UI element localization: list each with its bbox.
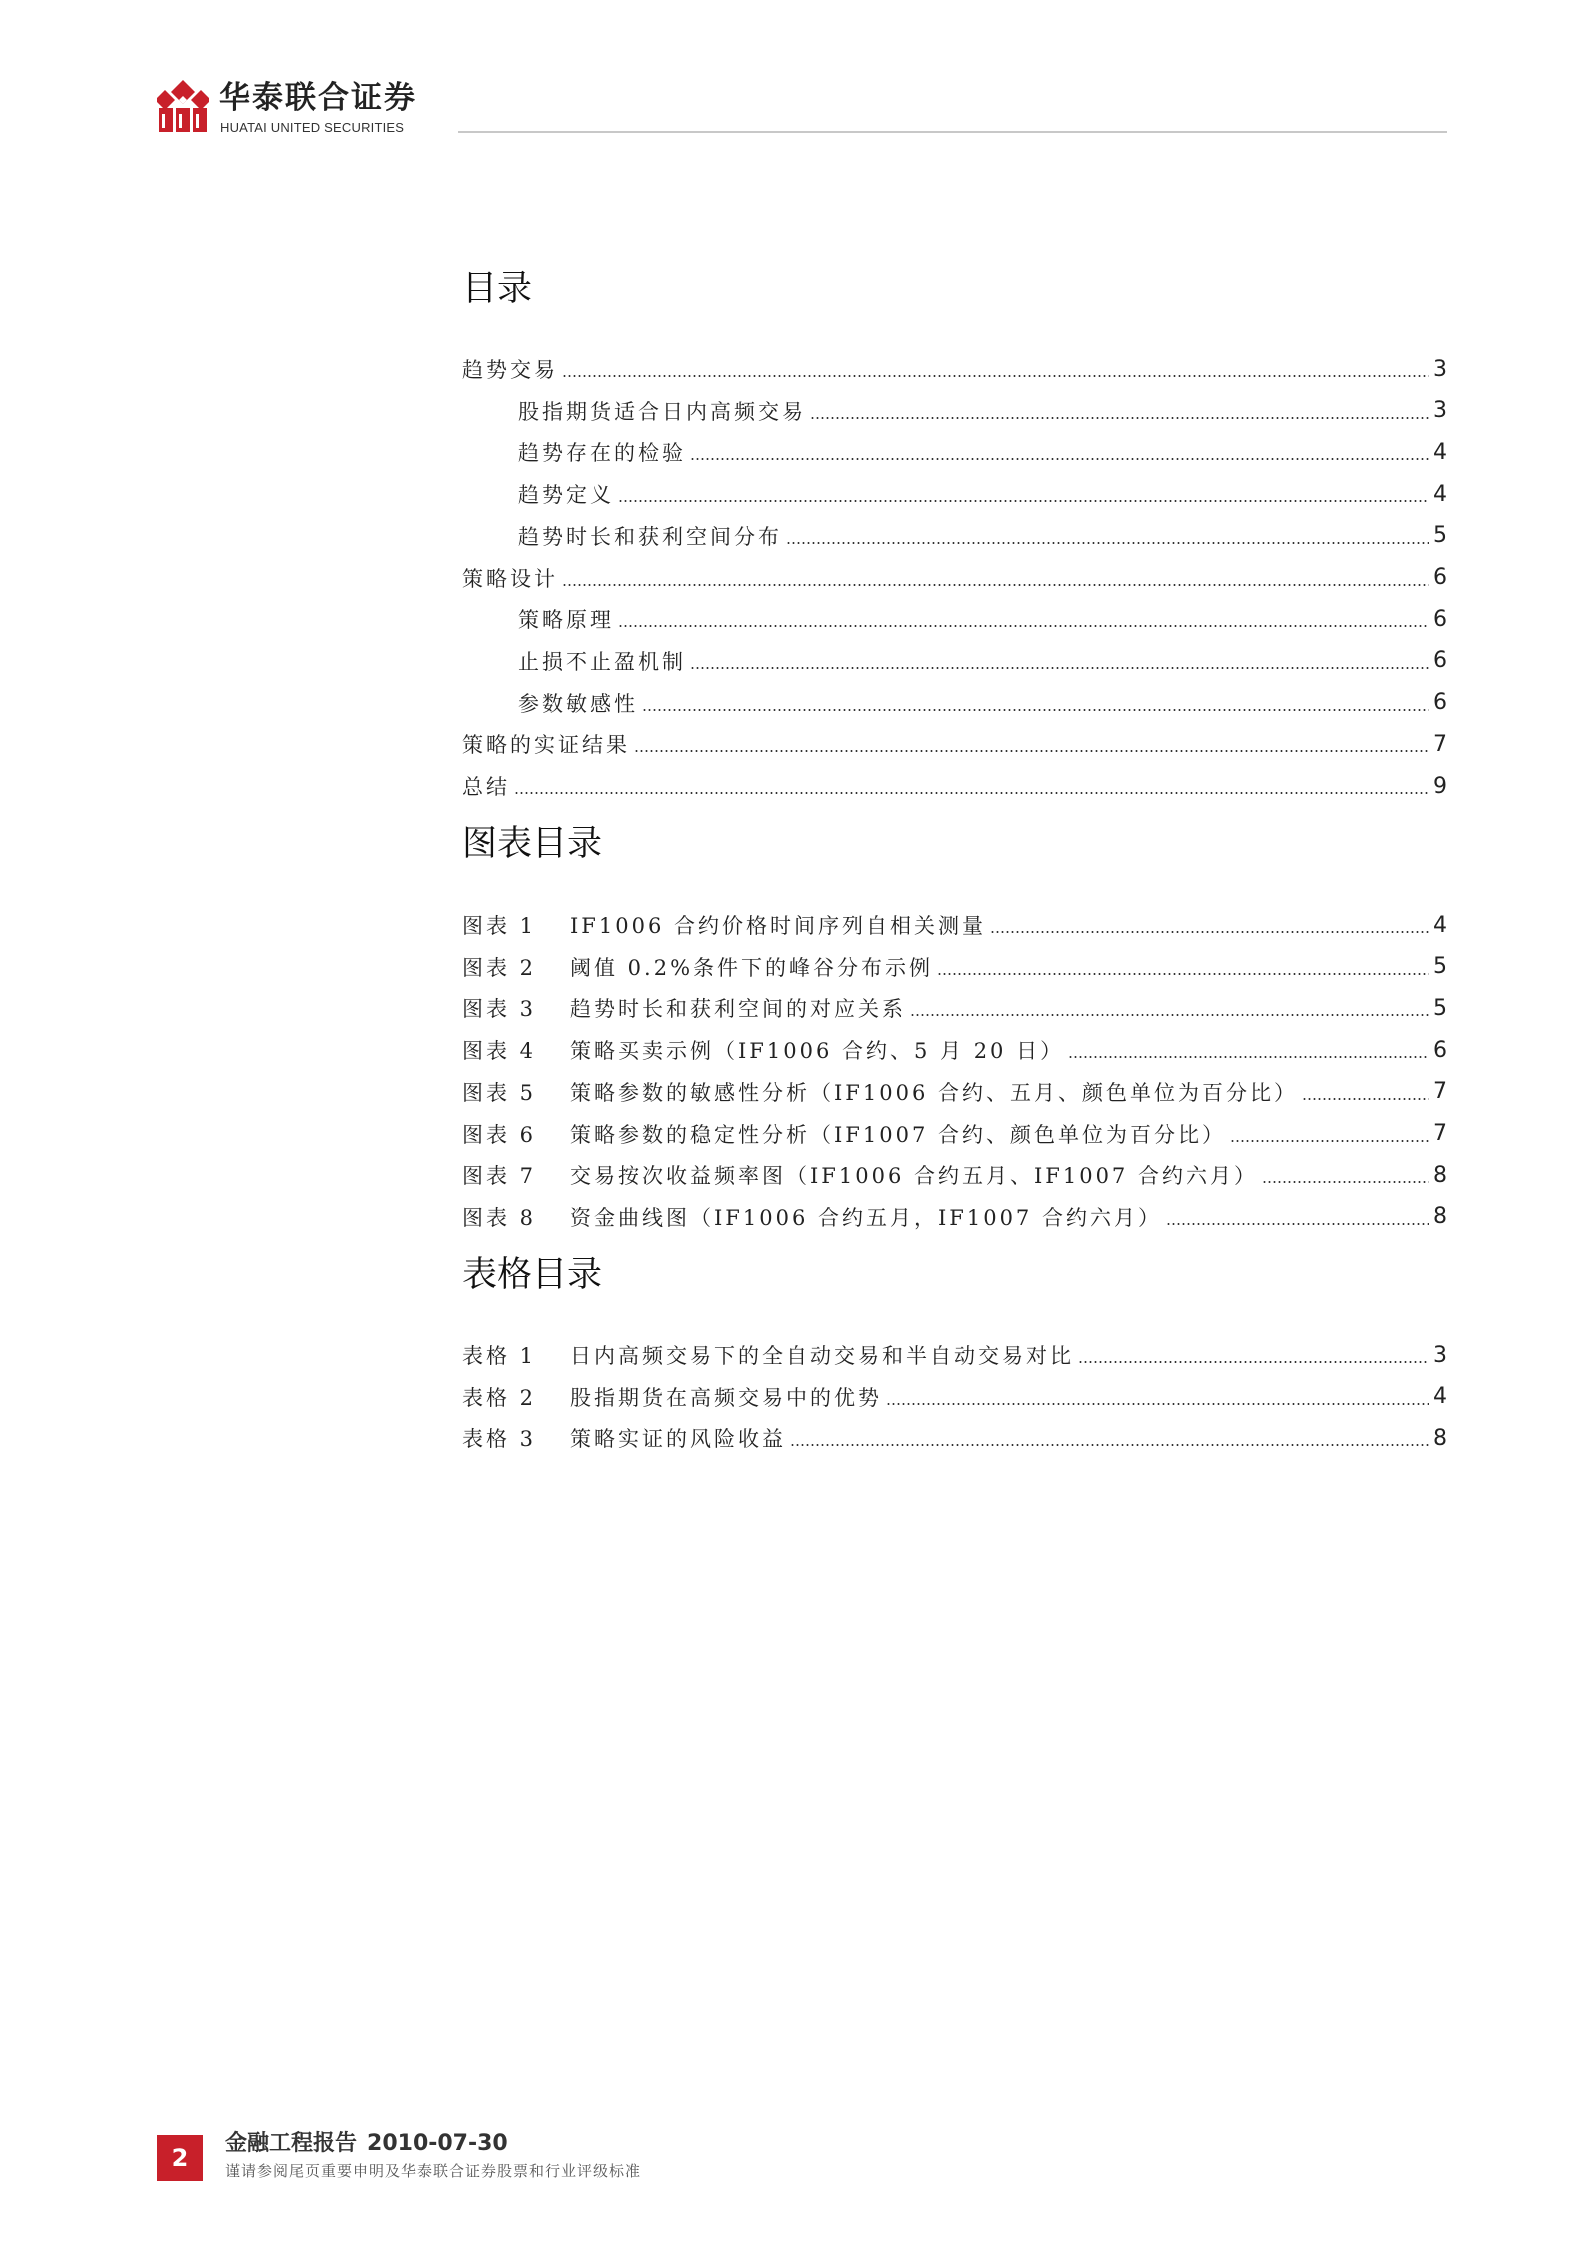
dot-leader: [790, 1444, 1429, 1446]
entry-label: 阈值 0.2%条件下的峰谷分布示例: [570, 955, 934, 980]
page-header: [157, 78, 1447, 138]
dot-leader: [618, 500, 1429, 502]
report-title: 金融工程报告: [225, 2131, 358, 2156]
entry-prefix: 图表 4: [462, 1039, 537, 1064]
entry-page-number: 5: [1433, 954, 1447, 980]
entry-label: 策略原理: [518, 608, 614, 633]
entry-prefix: 图表 6: [462, 1122, 537, 1147]
dot-leader: [634, 750, 1429, 752]
toc-entry[interactable]: [462, 1159, 1447, 1191]
entry-page-number: 8: [1433, 1425, 1447, 1451]
dot-leader: [618, 625, 1429, 627]
entry-page-number: 7: [1433, 1121, 1447, 1146]
dot-leader: [562, 584, 1429, 586]
entry-label: IF1006 合约价格时间序列自相关测量: [570, 914, 986, 938]
entry-label: 策略设计: [462, 566, 558, 591]
entry-page-number: 5: [1433, 523, 1447, 549]
entry-page-number: 7: [1433, 731, 1447, 757]
entry-page-number: 5: [1433, 995, 1447, 1021]
dot-leader: [1302, 1098, 1429, 1100]
footer-disclaimer: 谨请参阅尾页重要申明及华泰联合证券股票和行业评级标准: [225, 2162, 642, 2180]
entry-label: 策略的实证结果: [462, 733, 630, 758]
company-name-cn: 华泰联合证券: [219, 80, 417, 116]
dot-leader: [886, 1403, 1429, 1405]
toc-entry[interactable]: [518, 436, 1447, 468]
entry-label: 股指期货在高频交易中的优势: [570, 1385, 882, 1410]
toc-entry[interactable]: [462, 1034, 1447, 1066]
page-number-badge: 2: [157, 2135, 203, 2181]
report-date: 2010-07-30: [367, 2131, 508, 2156]
toc-entry[interactable]: [462, 770, 1447, 802]
entry-label: 股指期货适合日内高频交易: [518, 399, 806, 424]
toc-entry[interactable]: [462, 562, 1447, 594]
entry-label: 趋势定义: [518, 483, 614, 508]
entry-prefix: 图表 1: [462, 914, 537, 938]
entry-page-number: 6: [1433, 565, 1447, 590]
dot-leader: [562, 375, 1429, 377]
entry-label: 止损不止盈机制: [518, 649, 686, 674]
dot-leader: [1166, 1223, 1429, 1225]
entry-page-number: 6: [1433, 606, 1447, 632]
toc-entry[interactable]: [518, 478, 1447, 510]
toc-entry[interactable]: [518, 645, 1447, 677]
dot-leader: [690, 667, 1429, 669]
entry-page-number: 6: [1433, 648, 1447, 674]
dot-leader: [786, 542, 1429, 544]
entry-page-number: 8: [1433, 1162, 1447, 1188]
entry-page-number: 4: [1433, 912, 1447, 938]
header-divider: [458, 131, 1447, 133]
entry-prefix: 表格 3: [462, 1427, 537, 1452]
entry-label: 策略参数的敏感性分析（IF1006 合约、五月、颜色单位为百分比）: [570, 1080, 1298, 1105]
toc-entry[interactable]: [462, 1381, 1447, 1413]
toc-entry[interactable]: [462, 1201, 1447, 1233]
entry-label: 参数敏感性: [518, 691, 638, 716]
tables-title: 表格目录: [462, 1255, 603, 1295]
entry-label: 策略买卖示例（IF1006 合约、5 月 20 日）: [570, 1039, 1065, 1064]
entry-label: 资金曲线图（IF1006 合约五月，IF1007 合约六月）: [570, 1205, 1162, 1230]
entry-label: 总结: [462, 775, 510, 799]
toc-entry[interactable]: [462, 909, 1447, 941]
toc-entry[interactable]: [518, 603, 1447, 635]
toc-entry[interactable]: [518, 520, 1447, 552]
entry-prefix: 图表 2: [462, 955, 537, 980]
entry-page-number: 4: [1433, 439, 1447, 465]
company-logo-icon: [157, 78, 209, 134]
figures-title: 图表目录: [462, 824, 603, 864]
entry-label: 趋势交易: [462, 358, 558, 382]
toc-entry[interactable]: [518, 395, 1447, 427]
dot-leader: [810, 417, 1429, 419]
entry-page-number: 3: [1433, 356, 1447, 382]
entry-prefix: 图表 7: [462, 1164, 537, 1189]
entry-page-number: 7: [1433, 1079, 1447, 1105]
entry-page-number: 6: [1433, 690, 1447, 716]
entry-page-number: 4: [1433, 481, 1447, 507]
entry-label: 日内高频交易下的全自动交易和半自动交易对比: [570, 1344, 1074, 1368]
toc-entry[interactable]: [462, 1076, 1447, 1108]
dot-leader: [690, 458, 1429, 460]
dot-leader: [1068, 1056, 1429, 1058]
toc-entry[interactable]: [518, 687, 1447, 719]
toc-entry[interactable]: [462, 353, 1447, 385]
dot-leader: [990, 931, 1429, 933]
entry-label: 策略实证的风险收益: [570, 1427, 786, 1452]
entry-page-number: 3: [1433, 1342, 1447, 1368]
toc-entry[interactable]: [462, 951, 1447, 983]
dot-leader: [642, 709, 1429, 711]
entry-page-number: 4: [1433, 1384, 1447, 1410]
entry-label: 策略参数的稳定性分析（IF1007 合约、颜色单位为百分比）: [570, 1122, 1226, 1147]
footer-title: [225, 2126, 508, 2157]
entry-prefix: 图表 3: [462, 997, 537, 1022]
toc-title: 目录: [462, 269, 533, 309]
toc-entry[interactable]: [462, 1118, 1447, 1150]
entry-page-number: 8: [1433, 1204, 1447, 1230]
entry-page-number: 6: [1433, 1037, 1447, 1063]
entry-prefix: 表格 2: [462, 1385, 537, 1410]
company-name-en: HUATAI UNITED SECURITIES: [220, 120, 405, 135]
entry-prefix: 表格 1: [462, 1344, 537, 1368]
dot-leader: [1230, 1140, 1429, 1142]
entry-prefix: 图表 8: [462, 1205, 537, 1230]
toc-entry[interactable]: [462, 728, 1447, 760]
entry-page-number: 9: [1433, 773, 1447, 799]
dot-leader: [1078, 1361, 1429, 1363]
dot-leader: [910, 1014, 1429, 1016]
dot-leader: [1262, 1181, 1429, 1183]
dot-leader: [937, 973, 1429, 975]
toc-entry[interactable]: [462, 992, 1447, 1024]
entry-page-number: 3: [1433, 398, 1447, 424]
entry-prefix: 图表 5: [462, 1080, 537, 1105]
dot-leader: [514, 792, 1429, 794]
entry-label: 趋势时长和获利空间的对应关系: [570, 997, 906, 1022]
entry-label: 趋势时长和获利空间分布: [518, 524, 782, 549]
toc-entry[interactable]: [462, 1339, 1447, 1371]
entry-label: 趋势存在的检验: [518, 441, 686, 466]
entry-label: 交易按次收益频率图（IF1006 合约五月、IF1007 合约六月）: [570, 1164, 1258, 1189]
toc-entry[interactable]: [462, 1422, 1447, 1454]
